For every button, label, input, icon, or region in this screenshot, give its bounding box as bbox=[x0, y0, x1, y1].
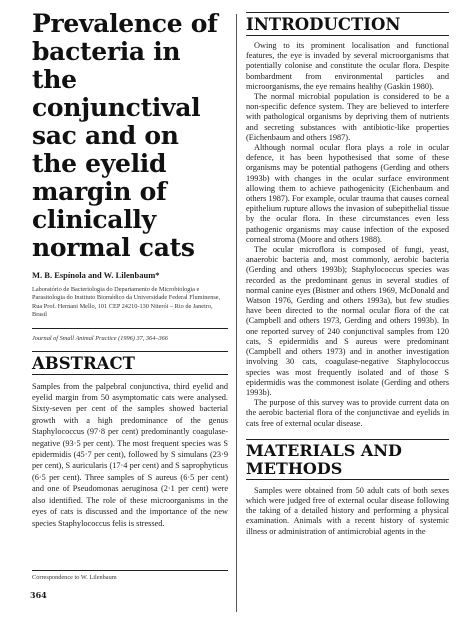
abstract-heading: ABSTRACT bbox=[32, 351, 228, 375]
introduction-body bbox=[246, 41, 449, 429]
column-divider bbox=[236, 14, 237, 612]
correspondence-footnote: Correspondence to W. Lilenbaum bbox=[32, 570, 228, 581]
abstract-text: Samples from the palpebral conjunctiva, third eyelid and eyelid margin from 50 asymptomatic cats were analysed. Sixty-seven per cent of the samples showed bacterial growth with a high predominance of the genus Staphylococcus (97·8 per cent) predominantly coagulase-negative (93·5 per cent). The most frequent species was S epidermidis (45·7 per cent), followed by S simulans (23·9 per cent), S auricularis (17·4 per cent) and S saprophyticus (6·5 per cent). Three samples of S aureus (6·5 per cent) and one of Pseudomonas aeruginosa (2·1 per cent) were also identified. The role of these microorganisms in the eyes of cats is discussed and the importance of the new species Staphylococcus felis is stressed. bbox=[32, 381, 228, 528]
page-number: 364 bbox=[30, 590, 47, 600]
author-affiliation: Laboratório de Bacteriologia do Departamento de Microbiologia e Parasitologia do Instituto Biomédico da Universidade Federal Fluminense, Rua Prof. Hernani Mello, 101 CEP 24210-130 Niterói – Rio de Janeiro, Brasil bbox=[32, 286, 221, 319]
journal-reference: Journal of Small Animal Practice (1996) 37, 364–366 bbox=[32, 328, 228, 342]
introduction-paragraph: The normal microbial population is considered to be a non-specific defence system. They are believed to interfere with pathological organisms by depriving them of nutrients and secreting substances with antibiotic-like properties (Eichenbaum and others 1987). bbox=[246, 92, 449, 142]
article-title: Prevalence of bacteria in the conjunctival sac and on the eyelid margin of clinically normal cats bbox=[32, 9, 218, 262]
left-column bbox=[32, 10, 228, 529]
methods-body bbox=[246, 486, 449, 537]
methods-paragraph: Samples were obtained from 50 adult cats of both sexes which were judged free of external ocular disease following the taking of a detailed history and performing a physical examination. Animals with a recent history of systemic illness or administration of antimicrobial agents in the bbox=[246, 485, 449, 536]
introduction-paragraph: Although normal ocular flora plays a role in ocular defence, it has been hypothesised that some of these organisms may be potential pathogens (Gerding and others 1993b) with changes in the ocular surface environment allowing them to achieve pathogenicity (Eichenbaum and others 1987). For example, ocular trauma that causes corneal epithelium rupture allows the invasion of subepithelial tissue by the ocular flora. In these circumstances even less pathogenic organisms may cause infection of the exposed corneal stroma (Moore and others 1988). bbox=[246, 143, 449, 244]
methods-heading: MATERIALS AND METHODS bbox=[246, 439, 449, 480]
right-column bbox=[246, 12, 449, 537]
introduction-paragraph: Owing to its prominent localisation and functional features, the eye is invaded by several microorganisms that potentially colonise and constitute the ocular flora. Despite bombardment from environmental particles and microorganisms, the eye remains healthy (Gaskin 1980). bbox=[246, 41, 449, 91]
author-list: M. B. Espínola and W. Lilenbaum* bbox=[32, 270, 160, 280]
introduction-heading: INTRODUCTION bbox=[246, 12, 449, 36]
introduction-paragraph: The ocular microflora is composed of fungi, yeast, anaerobic bacteria and, most commonly, aerobic bacteria (Gerding and others 1993b); Staphylococcus species was recorded as the predominant genus in several studies of normal canine eyes (Bistner and others 1969, McDonald and Watson 1976, Gerding and others 1993a), but few studies have been directed to the normal ocular flora of the cat (Campbell and others 1973, Gerding and others 1993b). In one reported survey of 240 conjunctival samples from 120 cats, S epidermidis and S aureus were predominant (Campbell and others 1973) and in another investigation involving 30 cats, coagulase-negative Staphylococcus species was most frequently isolated and of those S epidermidis was the commonest isolate (Gerding and others 1993b). bbox=[246, 245, 449, 397]
introduction-paragraph: The purpose of this survey was to provide current data on the aerobic bacterial flora of the conjunctivae and eyelids in cats free of external ocular disease. bbox=[246, 398, 449, 428]
